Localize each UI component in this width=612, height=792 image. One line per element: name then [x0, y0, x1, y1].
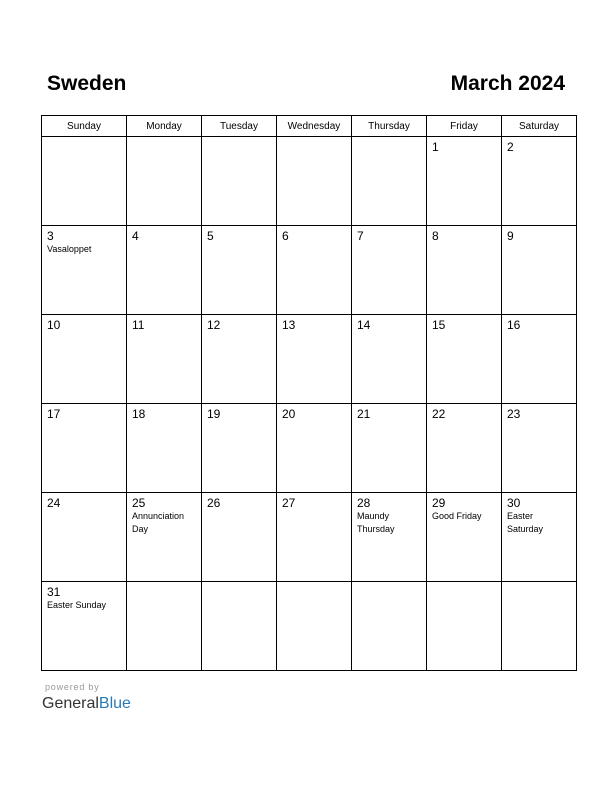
day-number: 27	[282, 496, 296, 510]
day-cell	[502, 137, 577, 226]
day-number: 21	[357, 407, 371, 421]
day-cell	[502, 226, 577, 315]
day-number: 20	[282, 407, 296, 421]
day-cell	[427, 404, 502, 493]
day-cell	[427, 315, 502, 404]
weekday-header-sunday: Sunday	[42, 116, 127, 137]
day-cell	[127, 404, 202, 493]
weekday-header-thursday: Thursday	[352, 116, 427, 137]
week-row	[42, 582, 577, 671]
day-number: 4	[132, 229, 139, 243]
empty-day-cell	[127, 582, 202, 671]
day-cell	[352, 493, 427, 582]
day-cell	[42, 582, 127, 671]
weekday-header-tuesday: Tuesday	[202, 116, 277, 137]
week-row	[42, 493, 577, 582]
day-number: 23	[507, 407, 521, 421]
day-cell	[502, 493, 577, 582]
empty-day-cell	[277, 582, 352, 671]
day-number: 13	[282, 318, 296, 332]
day-cell	[127, 226, 202, 315]
day-cell	[42, 315, 127, 404]
empty-day-cell	[352, 137, 427, 226]
calendar-body	[42, 137, 577, 671]
day-cell	[277, 315, 352, 404]
empty-day-cell	[352, 582, 427, 671]
empty-day-cell	[42, 137, 127, 226]
day-cell	[127, 315, 202, 404]
day-number: 8	[432, 229, 439, 243]
day-number: 18	[132, 407, 146, 421]
weekday-header-friday: Friday	[427, 116, 502, 137]
weekday-header-wednesday: Wednesday	[277, 116, 352, 137]
brand-blue: Blue	[98, 695, 131, 712]
week-row	[42, 137, 577, 226]
day-number: 17	[47, 407, 61, 421]
powered-by-text: powered by	[45, 682, 100, 692]
week-row	[42, 315, 577, 404]
empty-day-cell	[502, 582, 577, 671]
day-cell	[502, 404, 577, 493]
holiday-label: Easter Sunday	[47, 600, 107, 610]
day-number: 16	[507, 318, 521, 332]
day-number: 6	[282, 229, 289, 243]
day-number: 15	[432, 318, 446, 332]
day-number: 28	[357, 496, 371, 510]
empty-day-cell	[202, 582, 277, 671]
weekday-header-monday: Monday	[127, 116, 202, 137]
day-cell	[202, 315, 277, 404]
day-number: 22	[432, 407, 446, 421]
day-number: 25	[132, 496, 146, 510]
day-number: 11	[132, 318, 145, 332]
week-row	[42, 404, 577, 493]
holiday-label: Thursday	[357, 524, 395, 534]
weekday-header-row	[42, 116, 577, 137]
day-cell	[42, 493, 127, 582]
holiday-label: Easter	[507, 511, 534, 521]
day-cell	[42, 404, 127, 493]
day-cell	[352, 226, 427, 315]
month-year-title: March 2024	[450, 72, 565, 95]
holiday-label: Saturday	[507, 524, 544, 534]
weekday-header-saturday: Saturday	[502, 116, 577, 137]
day-cell	[202, 404, 277, 493]
day-cell	[202, 226, 277, 315]
day-cell	[277, 404, 352, 493]
brand-general: General	[42, 695, 99, 712]
day-number: 29	[432, 496, 446, 510]
day-number: 5	[207, 229, 214, 243]
holiday-label: Maundy	[357, 511, 390, 521]
empty-day-cell	[202, 137, 277, 226]
generalblue-logo[interactable]	[42, 694, 131, 714]
empty-day-cell	[427, 582, 502, 671]
day-cell	[127, 493, 202, 582]
day-cell	[352, 315, 427, 404]
holiday-label: Annunciation	[132, 511, 185, 521]
day-cell	[427, 226, 502, 315]
day-number: 26	[207, 496, 221, 510]
calendar-grid	[41, 115, 577, 671]
day-cell	[277, 226, 352, 315]
day-number: 2	[507, 140, 514, 154]
holiday-label: Day	[132, 524, 149, 534]
holiday-label: Vasaloppet	[47, 244, 92, 254]
day-number: 12	[207, 318, 221, 332]
day-number: 1	[432, 140, 439, 154]
day-number: 7	[357, 229, 364, 243]
day-cell	[502, 315, 577, 404]
week-row	[42, 226, 577, 315]
day-cell	[202, 493, 277, 582]
empty-day-cell	[127, 137, 202, 226]
day-cell	[352, 404, 427, 493]
empty-day-cell	[277, 137, 352, 226]
day-number: 24	[47, 496, 61, 510]
day-cell	[42, 226, 127, 315]
country-title: Sweden	[47, 72, 127, 95]
day-number: 19	[207, 407, 221, 421]
day-number: 10	[47, 318, 61, 332]
day-number: 3	[47, 229, 54, 243]
day-number: 30	[507, 496, 521, 510]
day-cell	[427, 137, 502, 226]
day-cell	[277, 493, 352, 582]
day-number: 14	[357, 318, 371, 332]
day-number: 9	[507, 229, 514, 243]
day-number: 31	[47, 585, 61, 599]
holiday-label: Good Friday	[432, 511, 482, 521]
day-cell	[427, 493, 502, 582]
